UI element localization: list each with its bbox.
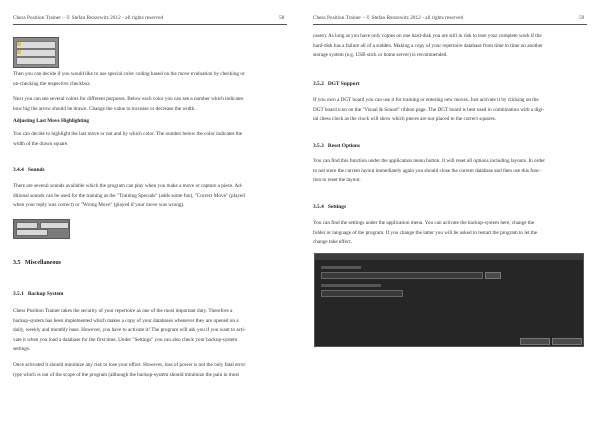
left-page-number: 58 — [279, 15, 285, 21]
dialog-field — [321, 290, 403, 297]
right-page-number: 59 — [579, 15, 585, 21]
text-line: when your reply was correct) or "Wrong Move" (played if your move was wrong). — [13, 202, 185, 209]
screenshot-row — [40, 222, 69, 229]
section-heading-miscellaneous — [13, 260, 61, 266]
text-line: tal chess clock as the clock will show which pieces are not placed to the correct squares. — [313, 116, 497, 123]
section-heading-settings — [313, 204, 346, 210]
text-line: storage system (e.g. USB stick or home server) is recommended. — [313, 52, 448, 59]
text-line: Once activated it should minimize any risk to lose your effort. However, loss of power is not the only fatal error — [13, 362, 246, 368]
paragraph-backup — [13, 307, 288, 355]
text-line: If you own a DGT board you can use it for training or entering new moves. Just activate it by clicking on the — [313, 97, 539, 103]
dialog-title-bar — [315, 254, 583, 260]
text-line: change take effect. — [313, 239, 352, 246]
text-line: vate it when you load a database for the first time. Under "Settings" you can also check your backup-system — [13, 336, 238, 343]
dialog-button — [552, 338, 582, 345]
text-line: daily, weekly and monthly base. However, you have to activate it! The program will ask you if you want to acti- — [13, 327, 246, 334]
text-line: width of the drawn square. — [13, 140, 69, 147]
screenshot-row — [16, 57, 56, 65]
left-header-title: Chess Position Trainer – © Stefan Renzewitz 2012 - all rights reserved — [13, 15, 164, 21]
section-title: Miscellaneous — [25, 260, 61, 266]
text-line: Next you can see several colors for different purposes. Below each color you can see a number which indicates — [13, 96, 244, 102]
section-number: 3.5.2 — [313, 81, 324, 87]
screenshot-row — [16, 49, 56, 57]
text-line: You can find the settings under the application menu. You can activate the backup-system here, change the — [313, 220, 535, 226]
text-line: hard-disk has a failure all of a sudden. Making a copy of your repertoire database from time to time on another — [313, 42, 543, 49]
right-page — [300, 0, 600, 424]
dialog-field — [321, 272, 483, 279]
section-title: Sounds — [27, 167, 45, 173]
left-header-rule — [13, 24, 287, 25]
text-line: Then you can decide if you would like to use special color coding based on the move evaluation by checking or — [13, 71, 245, 77]
section-number: 3.5.3 — [313, 143, 324, 149]
text-line: type which is out of the scope of the program (although the backup-system should minimize the pain in most — [13, 371, 239, 378]
adjusting-heading: Adjusting Last Move Highlighting — [13, 118, 89, 124]
text-line: backup-system has been implemented which makes a copy of your databases whenever they are opened on a — [13, 317, 239, 324]
checkbox-icon — [17, 42, 21, 46]
paragraph-color-coding — [13, 70, 288, 89]
paragraph-sounds — [13, 182, 288, 211]
text-line: cases). As long as you have only copies on one hard-disk you are still in risk to lose your complete work if the — [313, 33, 542, 39]
text-line: DGT board icon on the "Visual & Sound" ribbon page. The DGT board is best used in combination with a digi- — [313, 106, 545, 113]
dialog-button — [485, 272, 501, 279]
section-title: Reset Options — [327, 143, 361, 149]
section-heading-backup — [13, 291, 63, 297]
right-header-rule — [313, 24, 587, 25]
dialog-label — [321, 284, 381, 287]
text-line: un-checking the respective checkbox. — [13, 80, 92, 87]
paragraph-reset — [313, 157, 588, 186]
text-line: folder or language of the program. If you change the latter you will be asked to restart the program to let the — [313, 229, 538, 236]
screenshot-row — [16, 41, 56, 49]
paragraph-arrows — [13, 95, 288, 114]
paragraph-activated — [13, 361, 288, 380]
text-line: You can decide to highlight the last move or not and by which color. The number below the color indicates the — [13, 131, 243, 137]
sounds-screenshot — [13, 219, 70, 239]
section-title: Backup System — [27, 291, 64, 297]
section-heading-reset — [313, 143, 360, 149]
paragraph-last-move — [13, 130, 288, 149]
section-heading-sounds — [13, 167, 45, 173]
text-line: settings. — [13, 346, 31, 353]
dialog-button — [520, 338, 550, 345]
section-number: 3.4.4 — [13, 167, 24, 173]
dialog-label — [321, 266, 361, 269]
paragraph-cases — [313, 32, 588, 61]
text-line: Chess Position Trainer takes the security of your repertoire as one of the most important duty. Therefore a — [13, 308, 233, 314]
settings-dialog-screenshot — [314, 253, 584, 347]
section-number: 3.5.4 — [313, 204, 324, 210]
screenshot-row — [16, 229, 48, 236]
section-number: 3.5.1 — [13, 291, 24, 297]
section-title: DGT Support — [327, 81, 360, 87]
text-line: ditional sounds can be used for the training as the "Training Specials" (adds some fun), "Correct Move" (played — [13, 192, 245, 199]
right-header-title: Chess Position Trainer – © Stefan Renzewitz 2012 - all rights reserved — [313, 15, 464, 21]
color-coding-screenshot — [13, 37, 59, 68]
text-line: how big the arrow should be drawn. Change the value to increase or decrease the width. — [13, 105, 196, 112]
text-line: to not store the current layout immediately again you should close the current database and then use this func- — [313, 167, 542, 174]
section-title: Settings — [327, 204, 347, 210]
section-heading-dgt — [313, 81, 360, 87]
paragraph-settings — [313, 219, 588, 248]
text-line: You can find this function under the application menu button. It will reset all options including layouts. In order — [313, 158, 546, 164]
checkbox-icon — [17, 50, 21, 54]
section-number: 3.5 — [13, 260, 21, 266]
text-line: tion to reset the layout. — [313, 177, 361, 184]
screenshot-row — [16, 222, 38, 229]
paragraph-dgt — [313, 96, 588, 125]
text-line: There are several sounds available which the program can play when you make a move or capture a piece. Ad- — [13, 183, 243, 189]
